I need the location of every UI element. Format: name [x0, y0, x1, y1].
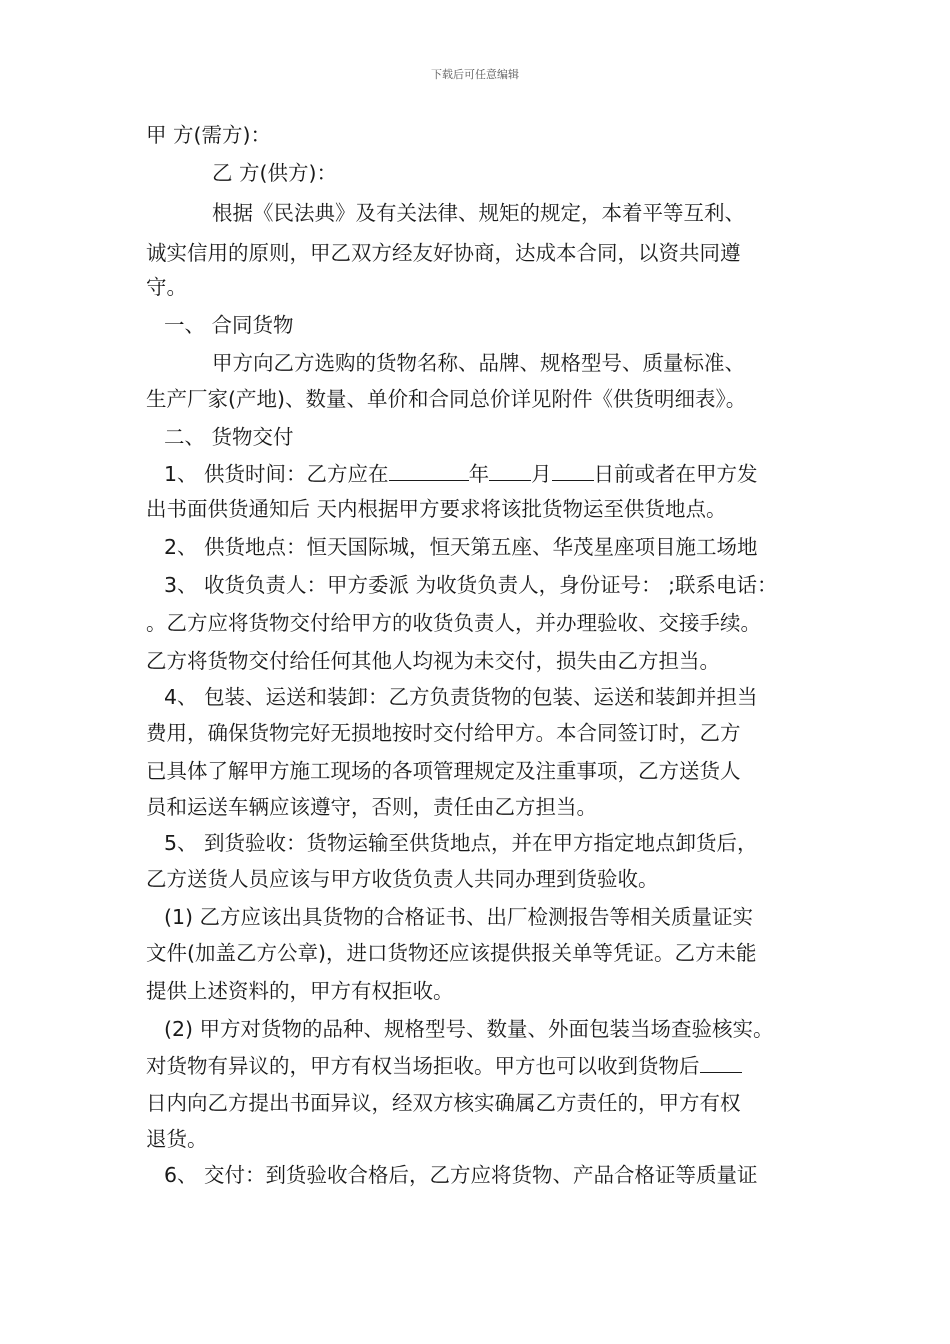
- clause-3-line-2: 。乙方应将货物交付给甲方的收货负责人，并办理验收、交接手续。: [146, 611, 761, 635]
- clause-4-line-2: 费用，确保货物完好无损地按时交付给甲方。本合同签订时，乙方: [146, 721, 741, 745]
- year-label: 年: [468, 462, 490, 486]
- clause-4-line-4: 员和运送车辆应该遵守，否则，责任由乙方担当。: [146, 795, 597, 819]
- preamble-line-2: 诚实信用的原则，甲乙双方经友好协商，达成本合同，以资共同遵: [146, 241, 741, 265]
- section-1-para-line-2: 生产厂家(产地)、数量、单价和合同总价详见附件《供货明细表》。: [146, 387, 747, 411]
- clause-5-2-line-4: 退货。: [146, 1127, 208, 1151]
- clause-5-1-line-1: (1) 乙方应该出具货物的合格证书、出厂检测报告等相关质量证实: [164, 905, 754, 929]
- preamble-line-3: 守。: [146, 275, 187, 299]
- party-b-line: 乙 方(供方)：: [212, 161, 338, 185]
- clause-5-line-2: 乙方送货人员应该与甲方收货负责人共同办理到货验收。: [146, 867, 659, 891]
- clause-5-1-line-2: 文件(加盖乙方公章)，进口货物还应该提供报关单等凭证。乙方未能: [146, 941, 757, 965]
- clause-1-text-a: 1、 供货时间：乙方应在: [164, 462, 389, 486]
- page-header-note: 下载后可任意编辑: [431, 68, 519, 81]
- clause-1-line-2: 出书面供货通知后 天内根据甲方要求将该批货物运至供货地点。: [146, 497, 727, 521]
- month-blank[interactable]: [489, 460, 531, 481]
- month-label: 月: [531, 462, 552, 486]
- clause-5-line-1: 5、 到货验收：货物运输至供货地点，并在甲方指定地点卸货后，: [164, 831, 758, 855]
- clause-5-2-line-2: [146, 1052, 742, 1079]
- clause-5-2-line-1: (2) 甲方对货物的品种、规格型号、数量、外面包装当场查验核实。: [164, 1017, 774, 1041]
- year-blank[interactable]: [389, 460, 469, 481]
- clause-6-line-1: 6、 交付：到货验收合格后，乙方应将货物、产品合格证等质量证: [164, 1163, 758, 1187]
- section-1-para-line-1: 甲方向乙方选购的货物名称、品牌、规格型号、质量标准、: [212, 351, 745, 375]
- clause-1-line-1: [164, 460, 758, 487]
- clause-1-text-d: 日前或者在甲方发: [593, 462, 758, 486]
- clause-3-line-3: 乙方将货物交付给任何其他人均视为未交付，损失由乙方担当。: [146, 649, 720, 673]
- section-1-heading: 一、 合同货物: [164, 313, 294, 337]
- clause-5-1-line-3: 提供上述资料的，甲方有权拒收。: [146, 979, 454, 1003]
- clause-5-2-line-3: 日内向乙方提出书面异议，经双方核实确属乙方责任的，甲方有权: [146, 1091, 741, 1115]
- clause-2-line: 2、 供货地点：恒天国际城，恒天第五座、华茂星座项目施工场地: [164, 535, 758, 559]
- party-a-line: 甲 方(需方)：: [146, 123, 272, 147]
- clause-4-line-3: 已具体了解甲方施工现场的各项管理规定及注重事项，乙方送货人: [146, 759, 741, 783]
- day-blank[interactable]: [552, 460, 594, 481]
- days-blank[interactable]: [700, 1052, 742, 1073]
- clause-4-line-1: 4、 包装、运送和装卸：乙方负责货物的包装、运送和装卸并担当: [164, 685, 758, 709]
- section-2-heading: 二、 货物交付: [164, 425, 294, 449]
- clause-3-line-1: 3、 收货负责人：甲方委派 为收货负责人，身份证号： ;联系电话：: [164, 573, 778, 597]
- preamble-line-1: 根据《民法典》及有关法律、规矩的规定，本着平等互利、: [212, 201, 745, 225]
- clause-5-2-text: 对货物有异议的，甲方有权当场拒收。甲方也可以收到货物后: [146, 1054, 700, 1078]
